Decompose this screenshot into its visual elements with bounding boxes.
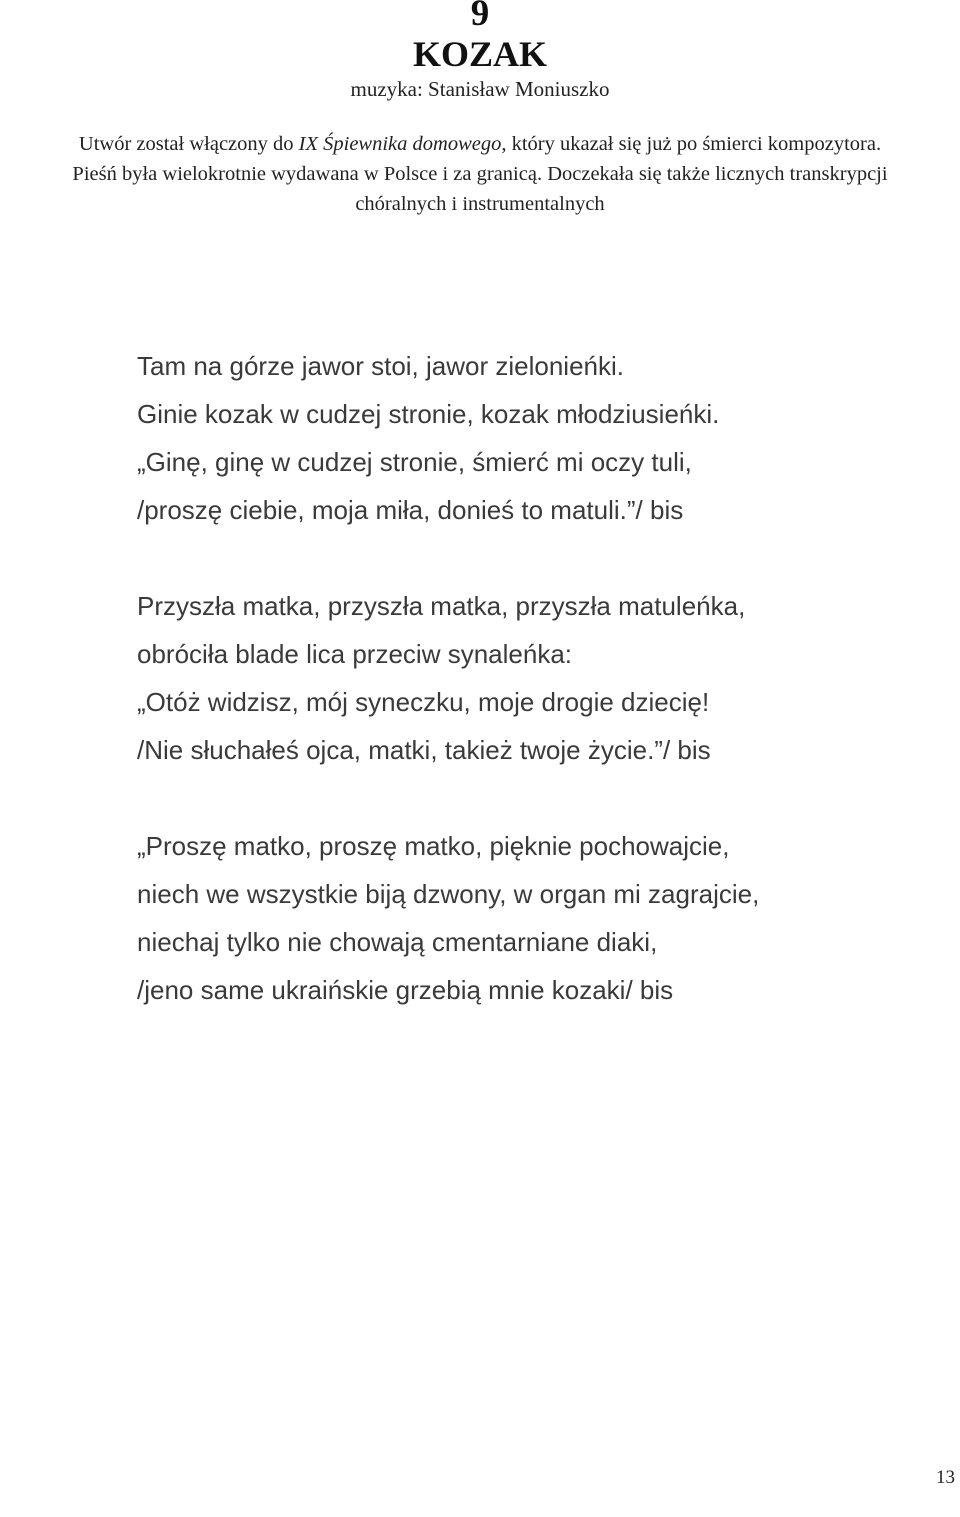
- song-title: KOZAK: [412, 34, 547, 74]
- songbook-title: IX Śpiewnika domowego: [298, 133, 502, 155]
- verse-3: [137, 822, 937, 1014]
- verse-line: niech we wszystkie biją dzwony, w organ mi zagrajcie,: [137, 879, 760, 909]
- page-number: 13: [936, 1467, 955, 1488]
- lyrics: [137, 342, 937, 1014]
- intro-line-3: chóralnych i instrumentalnych: [355, 193, 605, 215]
- verse-line: Ginie kozak w cudzej stronie, kozak młodziusieńki.: [137, 399, 720, 429]
- intro-line-1: [0, 129, 960, 159]
- verse-2: [137, 582, 937, 774]
- verse-line: „Ginę, ginę w cudzej stronie, śmierć mi oczy tuli,: [137, 447, 692, 477]
- verse-line: obróciła blade lica przeciw synaleńka:: [137, 639, 573, 669]
- composer-credit: muzyka: Stanisław Moniuszko: [350, 77, 610, 101]
- verse-line: /jeno same ukraińskie grzebią mnie kozaki/ bis: [137, 975, 674, 1005]
- song-number: 9: [470, 0, 490, 34]
- intro-line-2: Pieśń była wielokrotnie wydawana w Polsce i za granicą. Doczekała się także licznych transkrypcji: [72, 163, 888, 185]
- verse-line: /Nie słuchałeś ojca, matki, takież twoje życie.”/ bis: [137, 735, 711, 765]
- verse-line: /proszę ciebie, moja miła, donieś to matuli.”/ bis: [137, 495, 684, 525]
- intro-paragraph: [0, 129, 960, 219]
- verse-line: „Otóż widzisz, mój syneczku, moje drogie dziecię!: [137, 687, 710, 717]
- verse-line: Przyszła matka, przyszła matka, przyszła matuleńka,: [137, 591, 746, 621]
- intro-line-1-text: Utwór został włączony do: [78, 133, 299, 155]
- intro-line-1-rest: , który ukazał się już po śmierci kompozytora.: [501, 133, 882, 155]
- verse-line: niechaj tylko nie chowają cmentarniane diaki,: [137, 927, 658, 957]
- verse-1: [137, 342, 937, 534]
- verse-line: „Proszę matko, proszę matko, pięknie pochowajcie,: [137, 831, 730, 861]
- verse-line: Tam na górze jawor stoi, jawor zielonieńki.: [137, 351, 624, 381]
